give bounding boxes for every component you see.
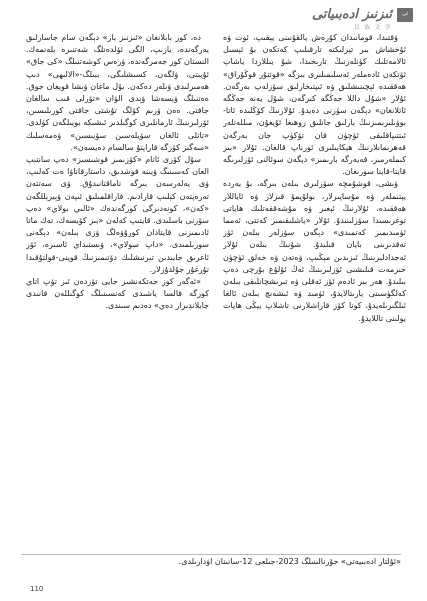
paragraph: ۋقتىدا، قومانىدان كۇرەش يالقۇنىنى يېقىپ، ئوت ۋە ئۇخشاش بىر تېزلىكتە تارقىلىپ كەتكەن بۇ ئېسىل ئالامەتلىك كۈنلەرنىڭ تارىخىدا، شۇ يىللاردا ياشاپ ئۆتكەن ئادەملەر ئەسلىمىلىرى بىزگە «قوتتۇر قوڭۇراق» ھەققىدە ئېچىنىشلىق ۋە ئىپتىخارلىق سۆزلەپ بەرگەن. ئۇلار «شۇل داللا جەڭگە كىرگەن، شۇل يەنە جەڭگە ئاتلانغان» دېگەن سۆزنى دەيدۇ. ئۇلارنىڭ كۆڭلىدە ئاتا-بوۋىلىرىمىزنىڭ بارلىق جانلىق روھىغا ئۇيغۇن، مىللەتلەر ئىتتىپاقلىقى ئۈچۈن قان تۆكۈپ جان بەرگەن قەھرىمانلارنىڭ ھېكايىلىرى ئورناپ قالغان. ئۇلار «بىز كىملەرمىز، قەيەرگە بارىمىز» دېگەن سوئالنى ئۆزلىرىگە قايتا-قايتا سورىغان. xyxy=(223,33,406,177)
page-number: 110 xyxy=(30,585,44,593)
paragraph: دە، كوز بابلانغان «ئىزنىز بار» دېگەن سام جاسارلىق يەرگەندە، يازىپ، الگى ئۆلدەنلگ شەتنىرە بلەنمەك. النستان كوز جەمرگەندە، ۋرەس كوشەتنىلگ «كى جاق» ئۇيىتى، ۋلگەن، كسىشلىگى، ببىلگ-«الالىھى» دىپ ھەمىرلىدى ۋىلەر دەكەن. بۇل ماغان ۋىشا قويغان جوق. ەەتنىلگ ۋيسەشا ۋېدى الۋان «تۆرلى قىب سالغان جاقتى. ەەن ۋزىم كۆلگ تۇشتى جاقتى كورىلىسىن، ئۆزلىرىنىڭ ئارمانلىرى كوگىلدىر ئىشىكە بويىلگەن كۈلدى. «تاتلى ئالغان سۆيلەسىن سۆيىسىن» ۋەمەسلىك «سەگىز كۆزگە قاراپتۇ سالسام دەيسەن». xyxy=(26,33,209,152)
article-columns xyxy=(26,32,406,552)
journal-logo-icon: ئى xyxy=(397,8,413,22)
paragraph: ۋىشى، قوشۇمچە سۆزلىرى بىلەن بىرگە، بۇ يەردە يېتىملەر ۋە مۇساپىرلار، بولۇپمۇ قىزلار ۋە ئاياللار ھەققىدە، ئۇلارنىڭ ئېغىر ۋە مۇشەققەتلىك ھاياتى توغرىسىدا سۆزلىنىدۇ. ئۇلار «ياشلىقىمىز كەتتى، ئەمما ئۈمىدىمىز كەتمىدى» دېگەن سۆزلەر بىلەن ئۆز تەقدىرىنى بايان قىلىدۇ. شۇنىڭ بىلەن ئۇلار ئەجدادلىرىنىڭ ئىزىدىن مېڭىپ، ۋەتەن ۋە خەلق ئۈچۈن خىزمەت قىلىشنى ئۆزلىرىنىڭ ئەڭ ئۇلۇغ بۇرچى دەپ بىلىدۇ. ھەر بىر ئادەم ئۆز ئەقلى ۋە تىرىشچانلىقى بىلەن كەلگۈسىنى يارىتالايدۇ، ئۈمىد ۋە ئىشەنچ بىلەن ئالغا ئىلگىرىلەيدۇ، كونا كۆز قاراشلارنى تاشلاپ يېڭى ھايات يولىنى تاللايدۇ. xyxy=(223,179,406,323)
journal-title: ئىزنىز ادەبىياتى xyxy=(311,7,392,22)
paragraph: «ئەگەر كوز جەتكەنشىز جايى تۆزدەن ئىز تۆپ اتاي كوزگە قالسا ياشىدى كەنسىنىلگ كوگىللەن قانىدى جايلاندىرار دەي» دەدىم سىندى. xyxy=(26,277,209,311)
right-column xyxy=(223,32,406,552)
journal-subtitle: 民 族 文 学 xyxy=(354,25,392,31)
journal-header xyxy=(312,8,413,31)
left-column xyxy=(26,32,209,552)
paragraph: سۇل كۆزى ئاتام «كۆزىمىز قوشىسىز» دەپ سانتىپ العان كەسىنىگ ۋيىنە قوشدىق، داستارقاناۋا ەت كەلىپ، ۋى يەلەرسەن بىرگە تاماقتانىدۇق. ۋى سەتتەن تەرەپتەن كېلىپ قارادىم. قاراقلمىلىق ئىپەن ۋېبرېللگەن «كەن»، كونەدىرگى كورگەندەك «ئالىي بولاي» دەپ سۆزنى باسلىدى. قايتىپ كەلەن «بىز كۆيسەك، تەك ماتا ئادىمىزنى قايتادان كورۇۋەلگ ۋزى بىلەن» دېگەنى سوزىلمىدى. «داپ سولاي»، ۋىستىداي ئاسىرە، ئۆز ئاغرىق جايىدىن تىرنىشلىك دۆتىمىزنىڭ قوينى-قولتۇقىدا تۇرغۇز جۇلدۇزلار. xyxy=(26,155,209,274)
source-citation: «ئۇلتار ادەبىيەتى» جۇرنالىنىلگ 2023-جىلعى 12-سانىنان اۋدارىلدى. xyxy=(21,554,401,567)
